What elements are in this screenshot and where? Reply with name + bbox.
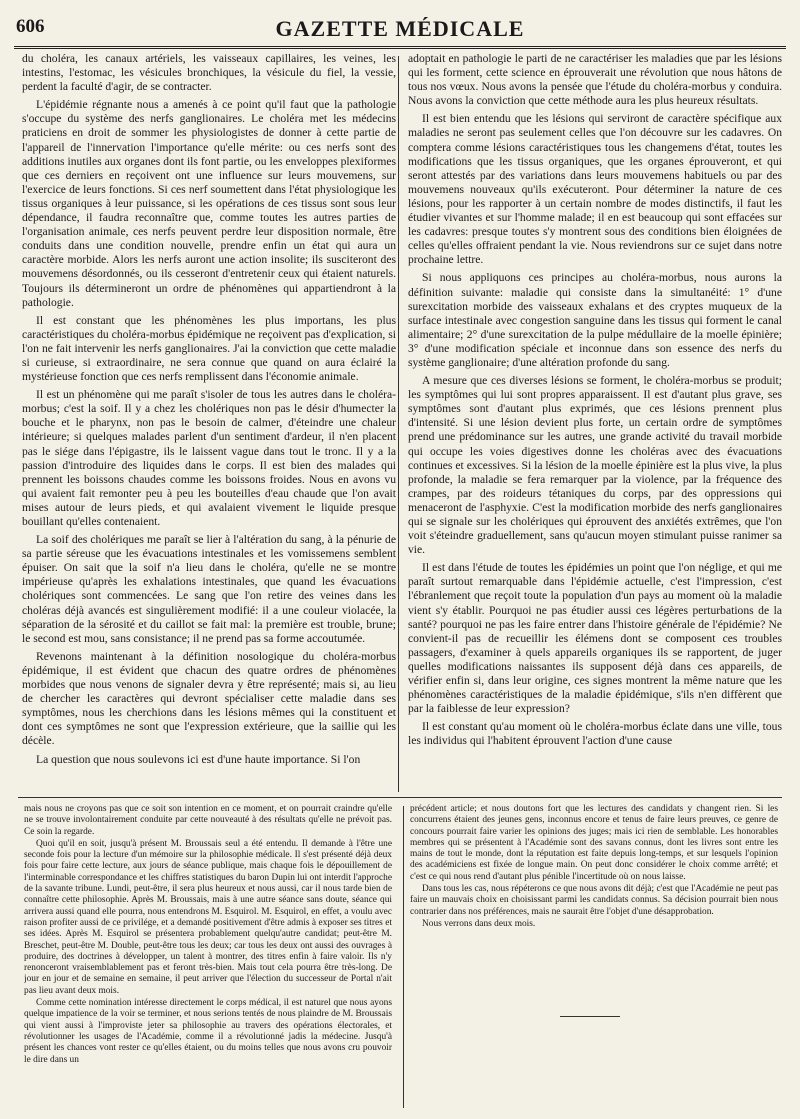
paragraph: Il est dans l'étude de toutes les épidémies un point que l'on néglige, et qui me paraît surtout remarquable dans l'épidémie actuelle, c'est l'impression, c'est l'ébranlement que reçoit toute la population d'un pays au moment où la maladie vient s'y établir. Pourquoi ne pas étudier aussi ces légères perturbations de la santé? pourquoi ne pas les faire entrer dans l'histoire générale de l'épidémie? Ne convient-il pas de recueillir les élémens dont se composent ces troubles passagers, d'examiner à quels appareils organiques ils se rapportent, de juger quelles modifications naissantes ils supposent déjà dans ces appareils, de vérifier enfin si, dans leur origine, ces signes montrent la même nature que les phénomènes caractéristiques de la maladie épidémique, s'ils n'en diffèrent que par la faiblesse de leur expression? xyxy=(408,561,782,716)
page-header xyxy=(14,16,786,42)
paragraph: L'épidémie régnante nous a amenés à ce point qu'il faut que la pathologie s'occupe du système des nerfs ganglionaires. Le choléra met les médecins praticiens en droit de sommer les physiologistes de donner à cette partie de l'appareil de l'innervation l'importance qu'elle mérite: ou ces nerfs sont des additions inutiles aux organes dont ils font partie, ou les enveloppes plexiformes que ces derniers en reçoivent ont une influence sur leurs mouvemens, sur l'exercice de leurs fonctions. Si ces nerf soumettent dans l'état physiologique les tissus organiques à leur puissance, si les opérations de ces tissus sont sous leur dépendance, il faudra reconnaître que, comme toutes les autres parties de l'organisation animale, ces nerfs peuvent perdre leur disposition normale, être conduits dans une condition nouvelle, prendre enfin un état qui aura un caractère morbide. Alors les nerfs auront une action insolite; ils susciteront des mouvemens désordonnés, ou ils cesseront d'entretenir ceux qui étaient naturels. Toujours ils détermineront un ordre de phénomènes qui appartiendront à la pathologie. xyxy=(22,98,396,309)
paragraph: La soif des cholériques me paraît se lier à l'altération du sang, à la pénurie de sa partie séreuse que les évacuations intestinales et les vomissemens semblent épuiser. On sait que la soif n'a lieu dans le choléra, qu'elle ne se montre impérieuse qu'après les exhalations intestinales, que quand les évacuations cholériques sont commencées. Le sang que l'on retire des veines dans les choléras déjà avancés est singulièrement modifié: il a une couleur violacée, la séparation de la sérosité et du caillot se fait mal: la première est trouble, brune; le second est mou, sans consistance; il ne prend pas sa forme accoutumée. xyxy=(22,533,396,645)
main-article xyxy=(22,52,782,794)
paragraph: A mesure que ces diverses lésions se forment, le choléra-morbus se produit; les symptômes qui lui sont propres apparaissent. Il est d'autant plus grave, ses symptômes sont d'autant plus exprimés, que ces lésions prennent plus d'intensité. Si une lésion devient plus forte, un certain ordre de symptômes prend une prédominance sur les autres, une grande activité du travail morbide qui occupe les voies digestives donne les choléras avec des évacuations continues et excessives. Si la lésion de la moelle épinière est la plus vive, la plus profonde, la maladie se fera remarquer par la violence, par la fréquence des crampes, par des roideurs tétaniques du corps, par des oppressions qui menaceront de l'asphyxie. C'est la modification morbide des nerfs ganglionaires qui se signale sur les cholériques qui éprouvent des anxiétés extrêmes, que l'on voit s'éteindre graduellement, sans qu'aucun moyen stimulant puisse ranimer sa vie. xyxy=(408,374,782,557)
page-number: 606 xyxy=(16,16,45,37)
feuilleton-right-column xyxy=(410,804,778,1110)
paragraph: précédent article; et nous doutons fort que les lectures des candidats y changent rien. Si les concurrens étaient des jeunes gens, inconnus encore et tenus de faire leurs preuves, ce genre de concours pourrait faire varier les opinions des juges; mais ici rien de semblable. Les honorables membres qui se présentent à l'Académie sont des savans connus, dont les livres sont entre les mains de tout le monde, dont la réputation est faite depuis long-temps, et sur lesquels l'opinion des académiciens est fixée de longue main. On peut donc considérer le choix comme arrêté; et c'est ce qui nous rend d'autant plus pénible l'incertitude où on nous laisse. xyxy=(410,804,778,882)
main-article-right-column xyxy=(408,52,782,794)
main-article-left-column xyxy=(22,52,396,794)
feuilleton-column-divider xyxy=(403,806,404,1108)
journal-title: GAZETTE MÉDICALE xyxy=(275,16,525,41)
column-divider xyxy=(398,56,399,792)
paragraph: Il est constant qu'au moment où le choléra-morbus éclate dans une ville, tous les individus qui l'habitent éprouvent l'action d'une cause xyxy=(408,720,782,748)
end-mark xyxy=(560,1016,620,1017)
paragraph: Il est bien entendu que les lésions qui serviront de caractère spécifique aux maladies ne seront pas seulement celles que l'on découvre sur les cadavres. On comptera comme lésions caractéristiques tous les changemens d'état, toutes les modifications que les tissus organiques, que les organes éprouveront, et qui seront attestés par des variations dans leurs mouvemens habituels ou par des mouvemens nouveaux qu'ils exécuteront. Pour déterminer la nature de ces lésions, pour les rapporter à un certain nombre de modes distinctifs, il faut les étudier vivantes et sur l'homme malade; il en est beaucoup qui sont effacées sur les cadavres: presque toutes s'y montrent sous des conditions bien éloignées de celles qu'elles offraient pendant la vie. Nous reviendrons sur ce sujet dans notre prochaine lettre. xyxy=(408,112,782,267)
header-rule xyxy=(14,46,786,49)
feuilleton-left-column xyxy=(24,804,392,1110)
section-divider xyxy=(18,797,782,798)
paragraph: Revenons maintenant à la définition nosologique du choléra-morbus épidémique, il est évident que chacun des quatre ordres de phénomènes morbides que nous venons de signaler devra y être représenté; mais si, au lieu de chercher les caractères qui devront spécialiser cette maladie dans ses symptômes, nous les cherchions dans les lésions mêmes qui la constituent et dont ces symptômes ne sont que l'expression extérieure, que la saillie qui les décèle. xyxy=(22,649,396,748)
paragraph: Il est un phénomène qui me paraît s'isoler de tous les autres dans le choléra-morbus; c'est la soif. Il y a chez les cholériques non pas le désir d'humecter la bouche et le pharynx, non pas le besoin de calmer, d'éteindre une chaleur intérieure; si quelques malades parlent d'un sentiment d'ardeur, il n'en placent pas le siége dans l'épigastre, ils le laissent vague dans tout le tronc. Il y a la passion d'introduire des liquides dans le corps. Il est bien des malades qui prennent les boissons chaudes comme les boissons froides. Nous en avons vu qui avaient fait remonter peu à peu les bouteilles d'eau chaude que l'on avait mises autour de leurs pieds, et qui avalaient vivement le liquide presque bouillant qu'elles contenaient. xyxy=(22,388,396,528)
paragraph: La question que nous soulevons ici est d'une haute importance. Si l'on xyxy=(36,752,361,766)
paragraph: du choléra, les canaux artériels, les vaisseaux capillaires, les veines, les intestins, l'estomac, les vésicules bronchiques, la vésicule du fiel, la vessie, perdent la faculté d'agir, de se contracter. xyxy=(22,52,396,94)
paragraph: Quoi qu'il en soit, jusqu'à présent M. Broussais seul a été entendu. Il demande à l'être une seconde fois pour la lecture d'un mémoire sur la philosophie médicale. Il s'est présenté déjà deux fois pour faire cette lecture, aux jours de séance publique, mais chaque fois le dépouillement de l'interminable correspondance et les chiffres statistiques du baron Dupin lui ont interdit l'approche de la savante tribune. Lundi, peut-être, il sera plus heureux et nous aussi, car il nous tarde bien de connaître cette philosophie. Après M. Broussais, mais à une autre séance sans doute, séance qui arrivera aussi quand elle pourra, nous entendrons M. Esquirol. M. Esquirol, en effet, a voulu avec raison profiter aussi de ce privilége, et a demandé positivement d'être admis à exposer ses titres et ses idées. Après M. Esquirol se présentera probablement quelqu'autre candidat; peut-être M. Breschet, peut-être M. Double, peut-être tous les deux; car tous les deux ont aussi des ouvrages à produire, des doctrines à développer, un talent à montrer, des titres enfin à faire valoir. Ils n'y renonceront vraisemblablement pas et feront très-bien. Mais tout cela pourra être très-long. De jour en jour et de semaine en semaine, il peut arriver que l'élection du successeur de Portal n'ait pas lieu avant deux mois. xyxy=(24,838,392,996)
feuilleton xyxy=(24,804,778,1110)
paragraph: Si nous appliquons ces principes au choléra-morbus, nous aurons la définition suivante: maladie qui consiste dans la simultanéité: 1° d'une surexcitation morbide des vaisseaux exhalans et des cryptes muqueux de la surface intestinale avec congestion sanguine dans les tissus qui forment le canal alimentaire; 2° d'une surexcitation de la pulpe médullaire de la moelle épinière; 3° d'une modification spéciale et inconnue dans son essence des nerfs du système ganglionaire; d'une altération profonde du sang. xyxy=(408,271,782,369)
paragraph: Dans tous les cas, nous répéterons ce que nous avons dit déjà; c'est que l'Académie ne peut pas faire un mauvais choix en choisissant parmi les candidats connus. Sa décision pourrait bien nous contrarier dans nos préférences, mais ne saurait être l'objet d'une désapprobation. xyxy=(410,884,778,917)
paragraph: Nous verrons dans deux mois. xyxy=(422,918,536,929)
paragraph: mais nous ne croyons pas que ce soit son intention en ce moment, et on pourrait craindre qu'elle ne se trouve involontairement conduite par cette nouveauté à des résultats qu'elle ne prévoit pas. Ce soin la regarde. xyxy=(24,804,392,837)
paragraph: adoptait en pathologie le parti de ne caractériser les maladies que par les lésions qui les forment, cette science en éprouverait une révolution que nous hâtons de tous nos vœux. Nous avons la pensée que l'étude du choléra-morbus y conduira. Nous avons la conviction que cette méthode aura les plus heureux résultats. xyxy=(408,52,782,108)
paragraph: Comme cette nomination intéresse directement le corps médical, il est naturel que nous ayons quelque impatience de la voir se terminer, et nous serions tentés de nous plaindre de M. Broussais qui vient aussi à l'improviste jeter sa philosophie au travers des opérations électorales, et révolutionner les usages de l'Académie, comme il a révolutionné jadis la médecine. Jusqu'à présent les chances vont rester ce qu'elles étaient, ou du moins telles que nous avons cru pouvoir le dire dans un xyxy=(24,998,392,1065)
paragraph: Il est constant que les phénomènes les plus importans, les plus caractéristiques du choléra-morbus épidémique ne reçoivent pas d'explication, si l'on ne fait intervenir les nerfs ganglionaires. J'ai la conviction que cette maladie si curieuse, si extraordinaire, ne sera connue que quand on aura éclairé la mystérieuse fonction que ces nerfs remplissent dans l'économie animale. xyxy=(22,313,396,384)
